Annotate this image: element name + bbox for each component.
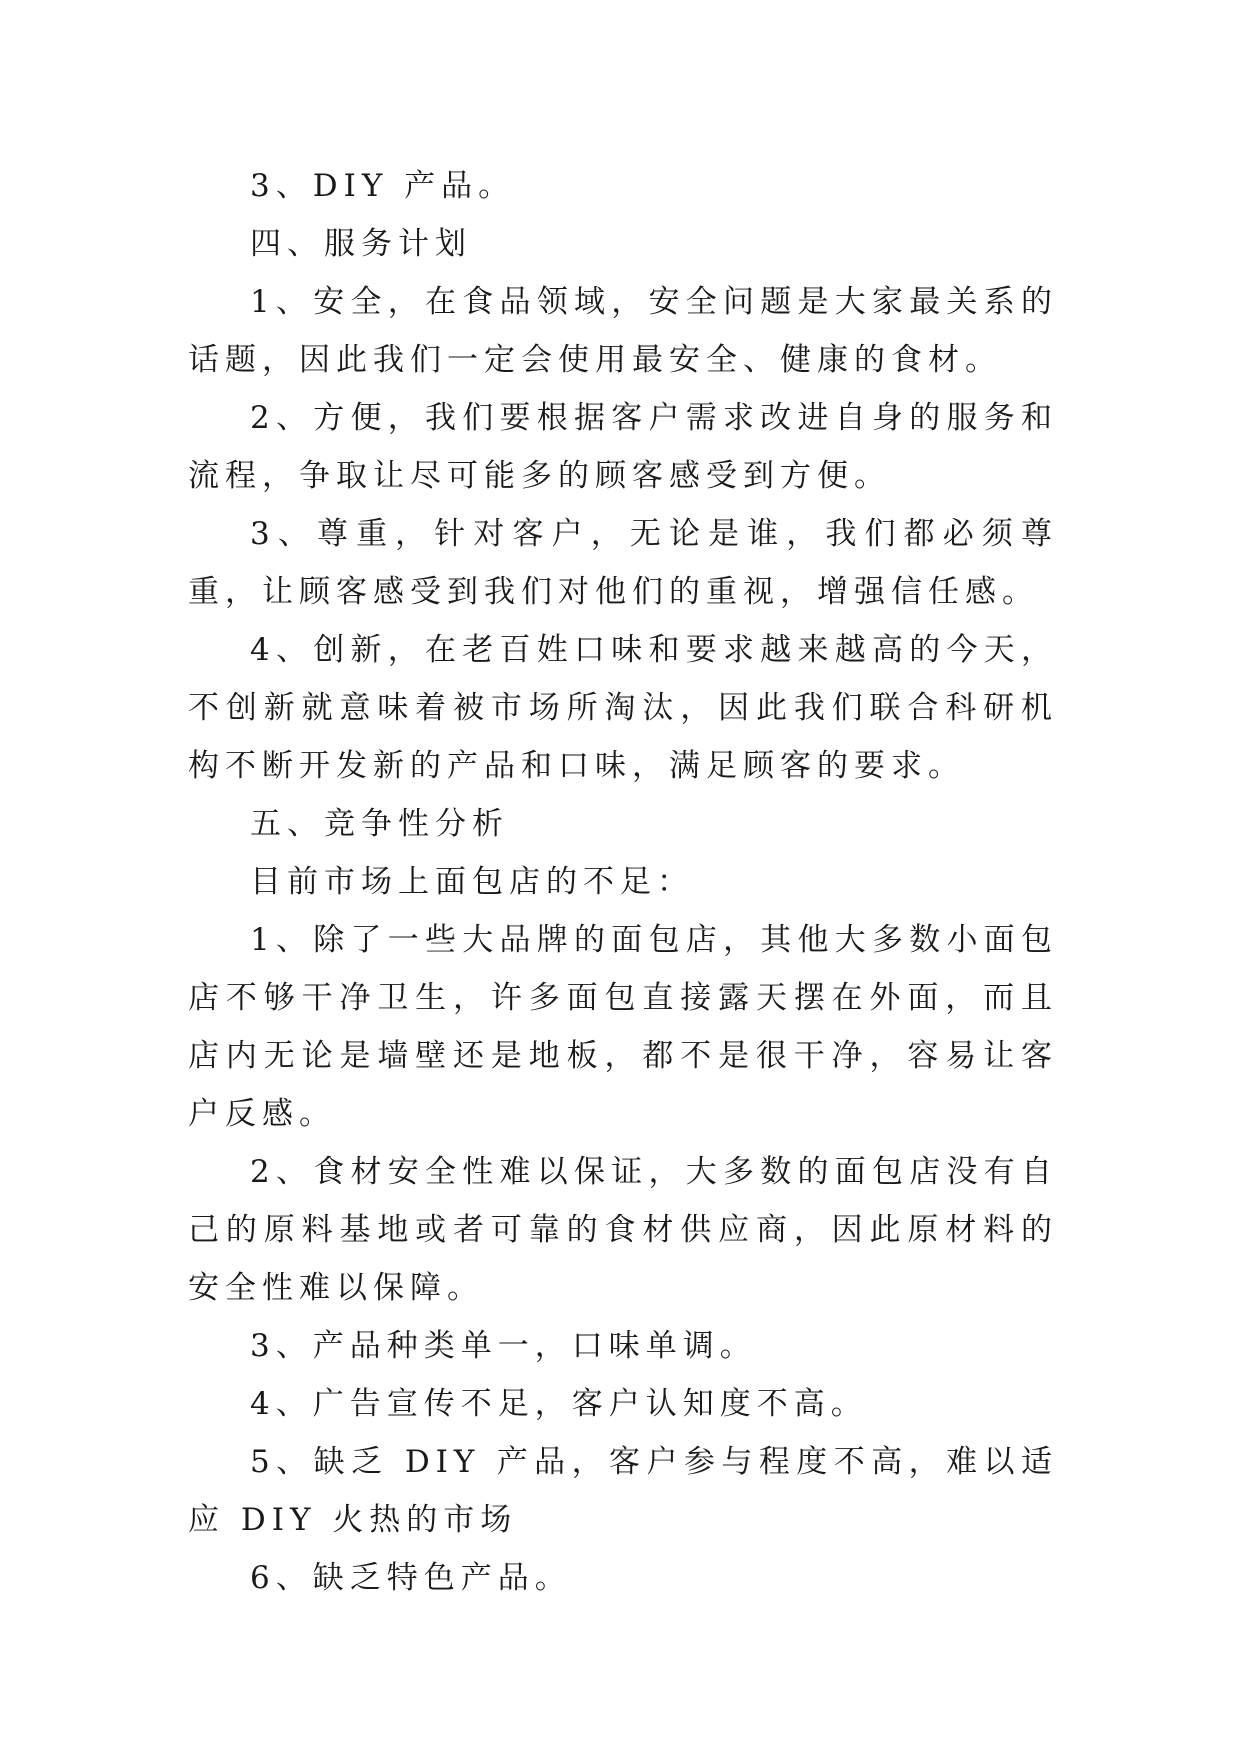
- paragraph-convenience: 2、方便，我们要根据客户需求改进自身的服务和流程，争取让尽可能多的顾客感受到方便。: [188, 400, 1058, 494]
- paragraph-respect: 3、尊重，针对客户，无论是谁，我们都必须尊重，让顾客感受到我们对他们的重视，增强信任感。: [188, 516, 1058, 610]
- paragraph-market-shortcomings: 目前市场上面包店的不足：: [250, 864, 694, 900]
- paragraph-advertising: 4、广告宣传不足，客户认知度不高。: [250, 1386, 868, 1422]
- heading-service-plan: 四、服务计划: [250, 226, 472, 262]
- paragraph-diy-lack: 5、缺乏 DIY 产品，客户参与程度不高，难以适应 DIY 火热的市场: [188, 1444, 1058, 1538]
- document-page: [188, 157, 1058, 1607]
- paragraph-special-products: 6、缺乏特色产品。: [250, 1560, 572, 1596]
- paragraph-hygiene: 1、除了一些大品牌的面包店，其他大多数小面包店不够干净卫生，许多面包直接露天摆在外面，而且店内无论是墙壁还是地板，都不是很干净，容易让客户反感。: [188, 922, 1058, 1132]
- paragraph-diy-product: 3、DIY 产品。: [250, 168, 516, 204]
- paragraph-innovation: 4、创新，在老百姓口味和要求越来越高的今天，不创新就意味着被市场所淘汰，因此我们联合科研机构不断开发新的产品和口味，满足顾客的要求。: [188, 632, 1058, 784]
- paragraph-safety: 1、安全，在食品领域，安全问题是大家最关系的话题，因此我们一定会使用最安全、健康的食材。: [188, 284, 1058, 378]
- paragraph-ingredient-safety: 2、食材安全性难以保证，大多数的面包店没有自己的原料基地或者可靠的食材供应商，因此原材料的安全性难以保障。: [188, 1154, 1058, 1306]
- heading-competitive-analysis: 五、竞争性分析: [250, 806, 509, 842]
- paragraph-product-variety: 3、产品种类单一，口味单调。: [250, 1328, 757, 1364]
